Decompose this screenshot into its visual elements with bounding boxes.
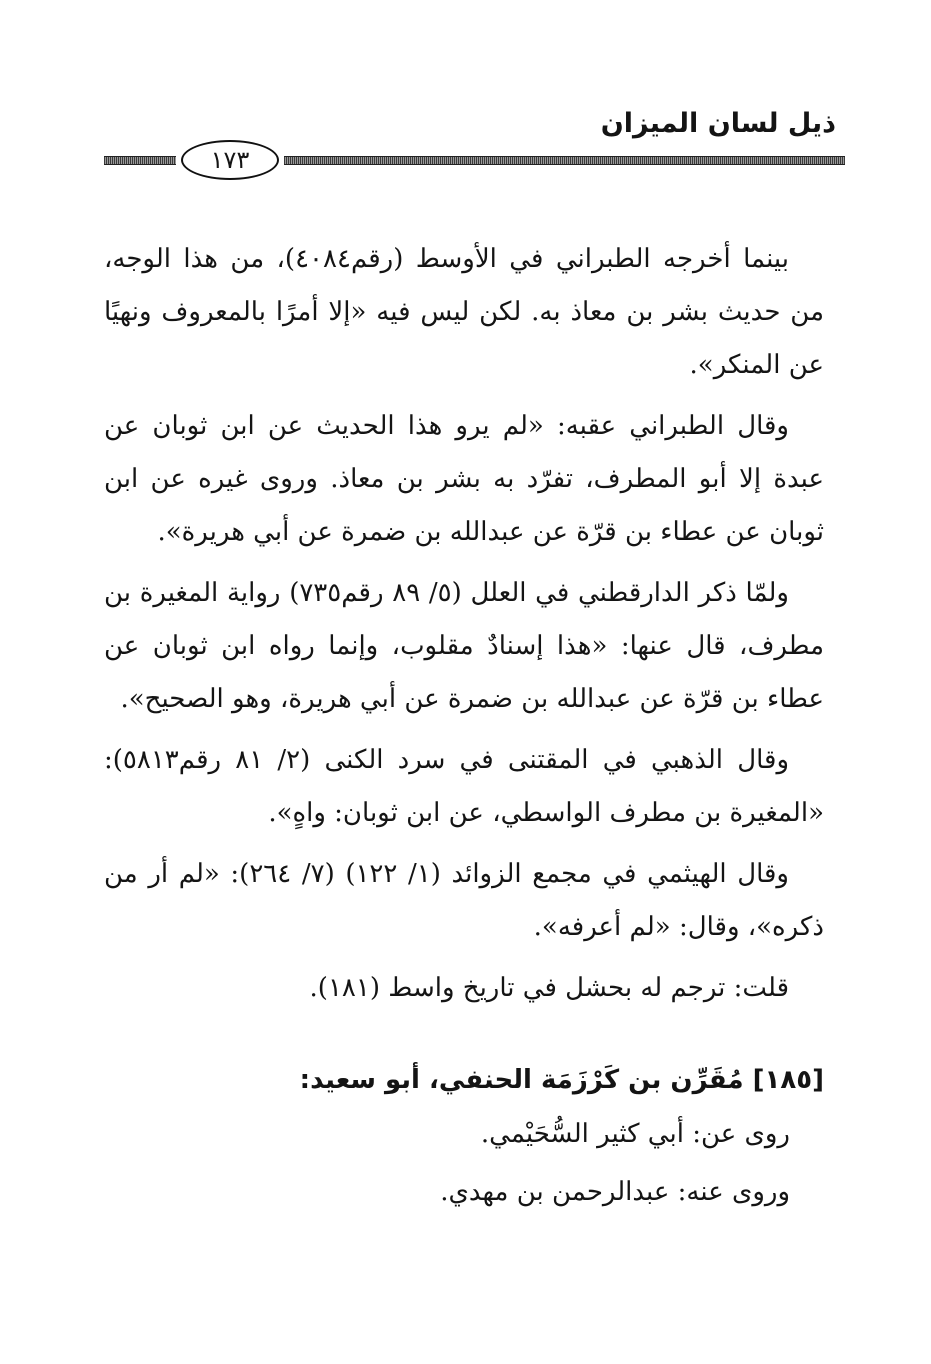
paragraph: وقال الطبراني عقبه: «لم يرو هذا الحديث عن ابن ثوبان عن عبدة إلا أبو المطرف، تفرّد به بشر بن معاذ. وروى غيره عن ابن ثوبان عن عطاء بن قرّة عن عبدالله بن ضمرة عن أبي هريرة». [104, 411, 824, 547]
biography-entry [104, 1055, 824, 1221]
header-rule-left [104, 156, 176, 165]
running-title: ذيل لسان الميزان [600, 108, 836, 139]
paragraph: قلت: ترجم له بحشل في تاريخ واسط (١٨١). [309, 973, 789, 1003]
page-number: ١٧٣ [181, 140, 279, 180]
header-rule-right [284, 156, 845, 165]
body-text [104, 233, 824, 1023]
paragraph: وقال الهيثمي في مجمع الزوائد (١/ ١٢٢) (٧/ ٢٦٤): «لم أر من ذكره»، وقال: «لم أعرفه». [104, 859, 824, 942]
paragraph: وقال الذهبي في المقتنى في سرد الكنى (٢/ ٨١ رقم٥٨١٣): «المغيرة بن مطرف الواسطي، عن ابن ثوبان: واهٍ». [104, 745, 824, 828]
entry-narrated-by: وروى عنه: عبدالرحمن بن مهدي. [440, 1177, 790, 1207]
entry-narrated-from: روى عن: أبي كثير السُّحَيْمي. [480, 1119, 790, 1149]
paragraph: بينما أخرجه الطبراني في الأوسط (رقم٤٠٨٤)، من هذا الوجه، من حديث بشر بن معاذ به. لكن ليس فيه «إلا أمرًا بالمعروف ونهيًا عن المنكر». [104, 244, 824, 380]
entry-heading: [١٨٥] مُقَرِّن بن كَرْزَمَة الحنفي، أبو سعيد: [299, 1065, 824, 1095]
paragraph: ولمّا ذكر الدارقطني في العلل (٥/ ٨٩ رقم٧٣٥) رواية المغيرة بن مطرف، قال عنها: «هذا إسنادٌ مقلوب، وإنما رواه ابن ثوبان عن عطاء بن قرّة عن عبدالله بن ضمرة عن أبي هريرة، وهو الصحيح». [104, 578, 824, 714]
